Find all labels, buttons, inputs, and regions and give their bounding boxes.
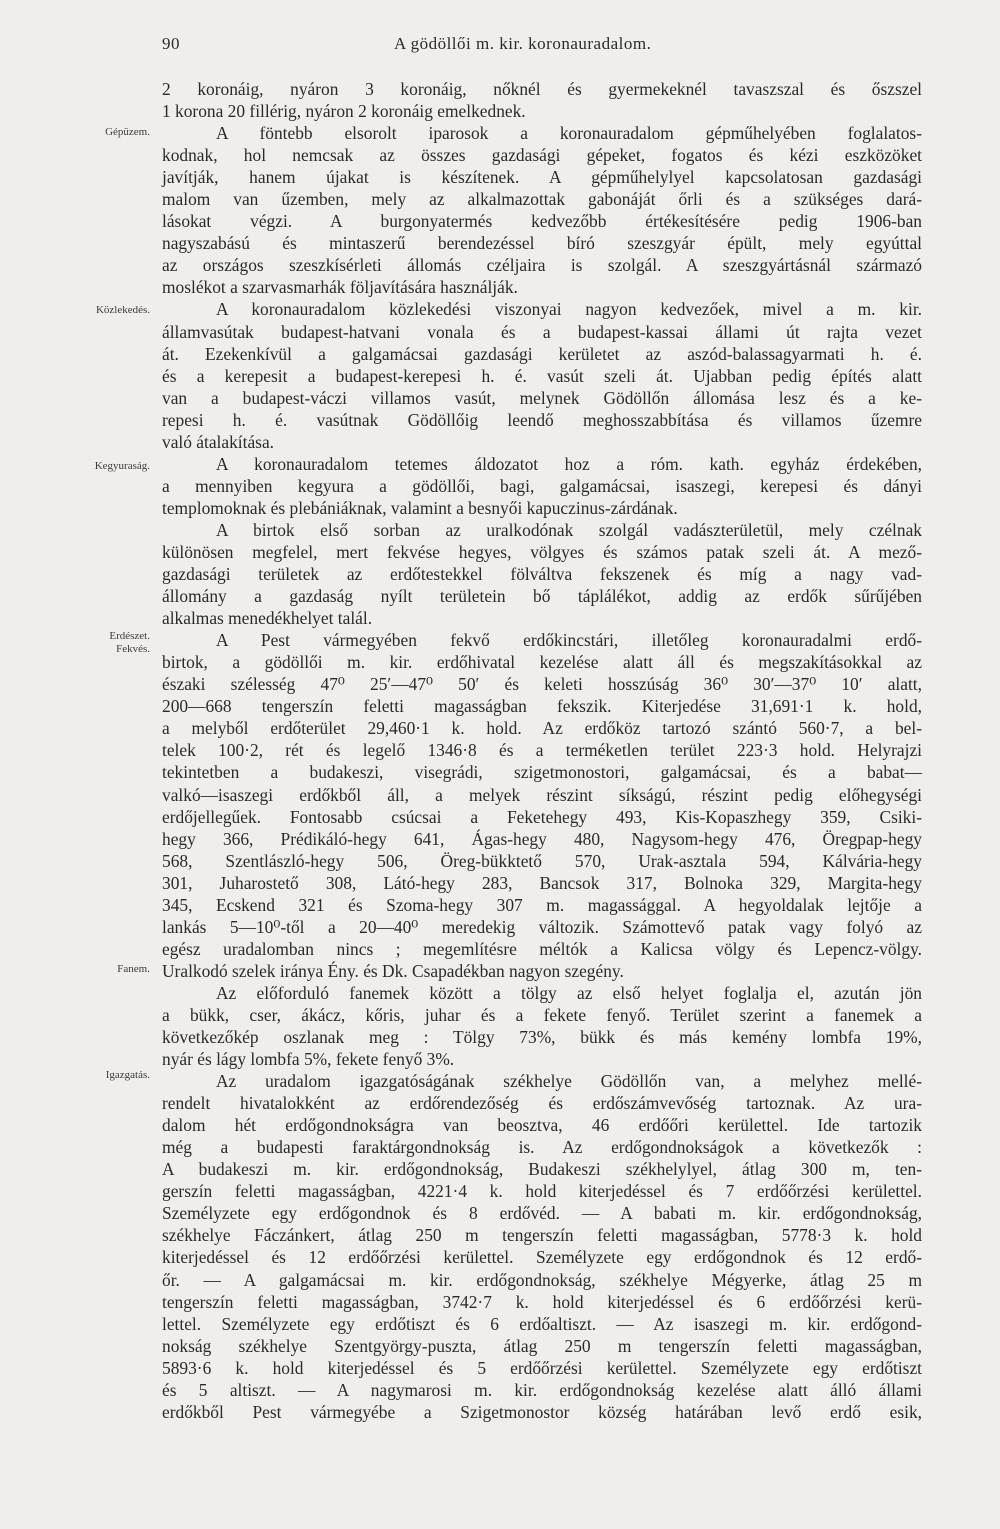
margin-note-fanem: Fanem. xyxy=(117,963,150,975)
text-line: dalom hét erdőgondnokságra van beosztva, 46 erdőőri kerülettel. Ide tartozik xyxy=(162,1115,922,1136)
text-line: javítják, hanem újakat is készítenek. A gépműhelylyel kapcsolatosan gazdasági xyxy=(162,167,922,188)
body-text xyxy=(162,78,922,1423)
text-line: tekintetben a budakeszi, visegrádi, szigetmonostori, galgamácsai, és a babat— xyxy=(162,762,922,783)
text-line: lettel. Személyzete egy erdőtiszt és 6 erdőaltiszt. — Az isaszegi m. kir. erdőgond- xyxy=(162,1313,922,1334)
text-line: nyár és lágy lombfa 5%, fekete fenyő 3%. xyxy=(162,1049,455,1070)
text-line: erdőkből Pest vármegyébe a Szigetmonostor község határában levő erdő esik, xyxy=(162,1401,922,1422)
margin-note-igazgatas: Igazgatás. xyxy=(105,1069,150,1081)
text-line: 568, Szentlászló-hegy 506, Öreg-bükktető 570, Urak-asztala 594, Kálvária-hegy xyxy=(162,850,922,871)
text-line: rendelt hivatalokként az erdőrendezőség és erdőszámvevőség tartoznak. Az ura- xyxy=(162,1093,922,1114)
text-line: van a budapest-váczi villamos vasút, melynek Gödöllőn állomása lesz és a ke- xyxy=(162,387,922,408)
text-line: kodnak, hol nemcsak az összes gazdasági gépeket, fogatos és kézi eszközöket xyxy=(162,145,922,166)
text-line: 1 korona 20 fillérig, nyáron 2 koronáig emelkednek. xyxy=(162,101,526,122)
text-line: lásokat végzi. A burgonyatermés kedvezőbb értékesítésére pedig 1906-ban xyxy=(162,211,922,232)
text-line: állomány a gazdaság nyílt területein bő táplálékot, addig az erdők sűrűjében xyxy=(162,586,922,607)
text-line: északi szélesség 47⁰ 25′—47⁰ 50′ és keleti hosszúság 36⁰ 30′—37⁰ 10′ alatt, xyxy=(162,674,922,695)
text-line: államvasútak budapest-hatvani vonala és a budapest-kassai állami út rajta vezet xyxy=(162,321,922,342)
text-line: és 5 altiszt. — A nagymarosi m. kir. erdőgondnokság kezelése alatt álló állami xyxy=(162,1379,922,1400)
text-line: a bükk, cser, ákácz, kőris, juhar és a fekete fenyő. Terület szerint a fanemek a xyxy=(162,1004,922,1025)
text-line: gerszín feletti magasságban, 4221·4 k. hold kiterjedéssel és 7 erdőőrzési kerülettel. xyxy=(162,1181,922,1202)
text-line: alkalmas menedékhelyet talál. xyxy=(162,608,373,629)
text-line: hegy 366, Prédikáló-hegy 641, Ágas-hegy 480, Nagysom-hegy 476, Öregpap-hegy xyxy=(162,828,922,849)
text-line: A föntebb elsorolt iparosok a koronauradalom gépműhelyében foglalatos- xyxy=(216,123,922,144)
text-line: Uralkodó szelek iránya Ény. és Dk. Csapadékban nagyon szegény. xyxy=(162,960,624,981)
text-line: 2 koronáig, nyáron 3 koronáig, nőknél és gyermekeknél tavaszszal és őszszel xyxy=(162,79,922,99)
text-line: lankás 5—10⁰-től a 20—40⁰ meredekig változik. Számottevő patak vagy folyó az xyxy=(162,916,922,937)
margin-note-kozlekedes: Közlekedés. xyxy=(95,304,150,316)
text-line: valkó—isaszegi erdőkből áll, a melyek részint síkságú, részint pedig előhegységi xyxy=(162,784,922,805)
text-line: A Pest vármegyében fekvő erdőkincstári, illetőleg koronauradalmi erdő- xyxy=(216,630,922,651)
margin-note-fekves: Fekvés. xyxy=(116,643,150,655)
text-line: 200—668 tengerszín feletti magasságban fekszik. Kiterjedése 31,691·1 k. hold, xyxy=(162,696,922,717)
text-line: A koronauradalom tetemes áldozatot hoz a róm. kath. egyház érdekében, xyxy=(216,453,922,474)
text-line: következőkép oszlanak meg : Tölgy 73%, bükk és más kemény lombfa 19%, xyxy=(162,1027,922,1048)
text-line: tengerszín feletti magasságban, 3742·7 k. hold kiterjedéssel és 6 erdőőrzési kerü- xyxy=(162,1291,922,1312)
text-line: 345, Ecskend 321 és Szoma-hegy 307 m. magassággal. A hegyoldalak lejtője a xyxy=(162,894,922,915)
text-line: és a kerepesit a budapest-kerepesi h. é. vasút szeli át. Ujabban pedig építés alatt xyxy=(162,365,922,386)
text-line: a melyből erdőterület 29,460·1 k. hold. Az erdőköz tartozó szántó 560·7, a bel- xyxy=(162,718,922,739)
text-line: különösen megfelel, mert fekvése hegyes, völgyes és számos patak szeli át. A mező- xyxy=(162,541,922,562)
margin-note-gepuzem: Gépüzem. xyxy=(105,126,150,138)
text-line: A birtok első sorban az uralkodónak szolgál vadászterületül, mely czélnak xyxy=(216,519,922,540)
text-line: 5893·6 k. hold kiterjedéssel és 5 erdőőrzési kerülettel. Személyzete egy erdőtiszt xyxy=(162,1357,922,1378)
text-line: az országos szeszkísérleti állomás czéljaira is szolgál. A szeszgyártásnál származó xyxy=(162,255,922,276)
page-header xyxy=(162,34,922,58)
text-line: gazdasági területek az erdőtestekkel fölváltva fekszenek és míg a nagy vad- xyxy=(162,564,922,585)
margin-note-kegyurasag: Kegyuraság. xyxy=(94,460,150,472)
text-line: moslékot a szarvasmarhák följavítására használják. xyxy=(162,277,518,298)
text-line: székhelye Fáczánkert, átlag 250 m tengerszín feletti magasságban, 5778·3 k. hold xyxy=(162,1225,922,1246)
text-line: még a budapesti faraktárgondnokság is. Az erdőgondnokságok a következők : xyxy=(162,1137,922,1158)
text-line: A koronauradalom közlekedési viszonyai nagyon kedvezőek, mivel a m. kir. xyxy=(216,299,922,320)
text-line: Személyzete egy erdőgondnok és 8 erdővéd. — A babati m. kir. erdőgondnokság, xyxy=(162,1203,922,1224)
text-line: repesi h. é. vasútnak Gödöllőig leendő meghosszabbítása és villamos űzemre xyxy=(162,409,922,430)
text-line: való átalakítása. xyxy=(162,431,275,452)
text-line: A budakeszi m. kir. erdőgondnokság, Budakeszi székhelylyel, átlag 300 m, ten- xyxy=(162,1159,922,1180)
text-line: nokság székhelye Szentgyörgy-puszta, átlag 250 m tengerszín feletti magasságban, xyxy=(162,1335,922,1356)
text-line: őr. — A galgamácsai m. kir. erdőgondnokság, székhelye Mégyerke, átlag 25 m xyxy=(162,1269,922,1290)
page-number: 90 xyxy=(162,34,180,53)
text-line: telek 100·2, rét és legelő 1346·8 és a terméketlen terület 223·3 hold. Helyrajzi xyxy=(162,740,922,761)
text-line: egész uradalomban nincs ; megemlítésre méltók a Kalicsa völgy és Lepencz-völgy. xyxy=(162,938,922,959)
text-line: malom van űzemben, mely az alkalmazottak gabonáját őrli és a szükséges dará- xyxy=(162,189,922,210)
text-line: Az uradalom igazgatóságának székhelye Gödöllőn van, a melyhez mellé- xyxy=(216,1071,922,1092)
running-title: A gödöllői m. kir. koronauradalom. xyxy=(394,34,652,53)
margin-note-erdeszet: Erdészet. xyxy=(109,630,150,642)
text-line: templomoknak és plebániáknak, valamint a besnyői kapuczinus-zárdának. xyxy=(162,497,678,518)
text-line: erdőjellegűek. Fontosabb csúcsai a Feketehegy 493, Kis-Kopaszhegy 359, Csiki- xyxy=(162,806,922,827)
text-line: nagyszabású és mintaszerű berendezéssel bíró szeszgyár épült, mely egyúttal xyxy=(162,233,922,254)
text-line: birtok, a gödöllői m. kir. erdőhivatal kezelése alatt áll és megszakításokkal az xyxy=(162,652,922,673)
text-line: kiterjedéssel és 12 erdőőrzési kerülettel. Személyzete egy erdőgondnok és 12 erdő- xyxy=(162,1247,922,1268)
text-line: 301, Juharostető 308, Látó-hegy 283, Bancsok 317, Bolnoka 329, Margita-hegy xyxy=(162,872,922,893)
text-line: át. Ezekenkívül a galgamácsai gazdasági kerületet az aszód-balassagyarmati h. é. xyxy=(162,343,922,364)
text-line: Az előforduló fanemek között a tölgy az első helyet foglalja el, azután jön xyxy=(216,982,922,1003)
text-line: a mennyiben kegyura a gödöllői, bagi, galgamácsai, isaszegi, kerepesi és dányi xyxy=(162,475,922,496)
